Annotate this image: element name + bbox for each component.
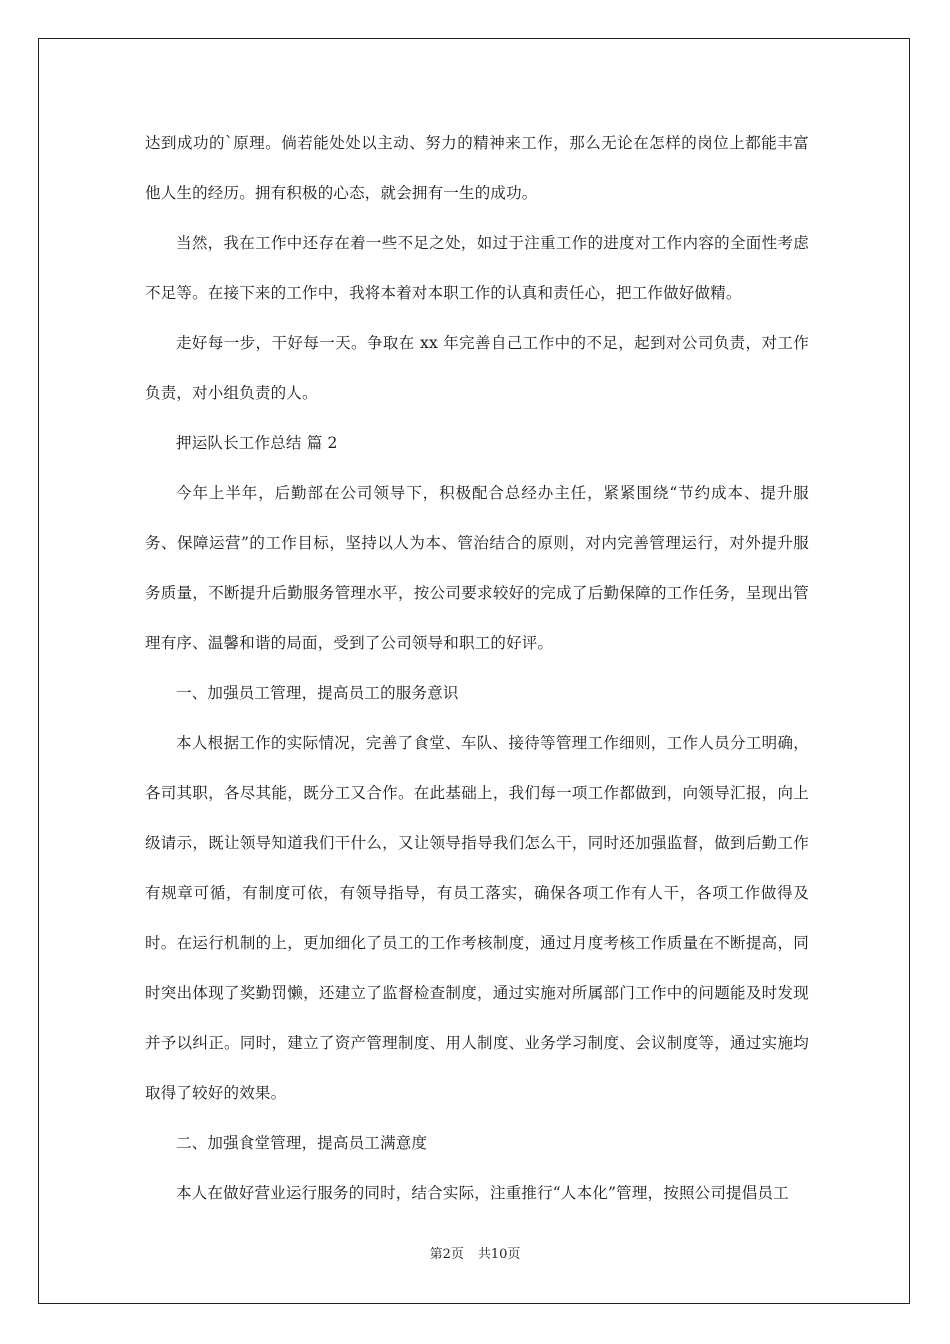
paragraph: 走好每一步，干好每一天。争取在 xx 年完善自己工作中的不足，起到对公司负责，对工作负责，对小组负责的人。 (145, 334, 809, 402)
paragraph: 本人在做好营业运行服务的同时，结合实际，注重推行“人本化”管理，按照公司提倡员工 (176, 1184, 789, 1202)
paragraph: 本人根据工作的实际情况，完善了食堂、车队、接待等管理工作细则，工作人员分工明确，各司其职，各尽其能，既分工又合作。在此基础上，我们每一项工作都做到，向领导汇报，向上级请示，既让领导知道我们干什么，又让领导指导我们怎么干，同时还加强监督，做到后勤工作有规章可循，有制度可依，有领导指导，有员工落实，确保各项工作有人干，各项工作做得及时。在运行机制的上，更加细化了员工的工作考核制度，通过月度考核工作质量在不断提高，同时突出体现了奖勤罚懒，还建立了监督检查制度，通过实施对所属部门工作中的问题能及时发现并予以纠正。同时，建立了资产管理制度、用人制度、业务学习制度、会议制度等，通过实施均取得了较好的效果。 (145, 734, 809, 1102)
section-heading: 押运队长工作总结 篇 2 (176, 434, 338, 452)
section-heading: 二、加强食堂管理，提高员工满意度 (176, 1134, 428, 1152)
page-number: 第2页 (429, 1247, 464, 1262)
page-total: 共10页 (477, 1247, 521, 1262)
section-heading: 一、加强员工管理，提高员工的服务意识 (176, 684, 459, 702)
paragraph: 达到成功的`原理。倘若能处处以主动、努力的精神来工作，那么无论在怎样的岗位上都能丰富他人生的经历。拥有积极的心态，就会拥有一生的成功。 (145, 134, 809, 202)
paragraph: 当然，我在工作中还存在着一些不足之处，如过于注重工作的进度对工作内容的全面性考虑不足等。在接下来的工作中，我将本着对本职工作的认真和责任心，把工作做好做精。 (145, 234, 809, 302)
document-body (145, 118, 809, 1218)
page-footer (0, 1243, 950, 1262)
paragraph: 今年上半年，后勤部在公司领导下，积极配合总经办主任，紧紧围绕“节约成本、提升服务、保障运营”的工作目标，坚持以人为本、管治结合的原则，对内完善管理运行，对外提升服务质量，不断提升后勤服务管理水平，按公司要求较好的完成了后勤保障的工作任务，呈现出管理有序、温馨和谐的局面，受到了公司领导和职工的好评。 (145, 484, 809, 652)
